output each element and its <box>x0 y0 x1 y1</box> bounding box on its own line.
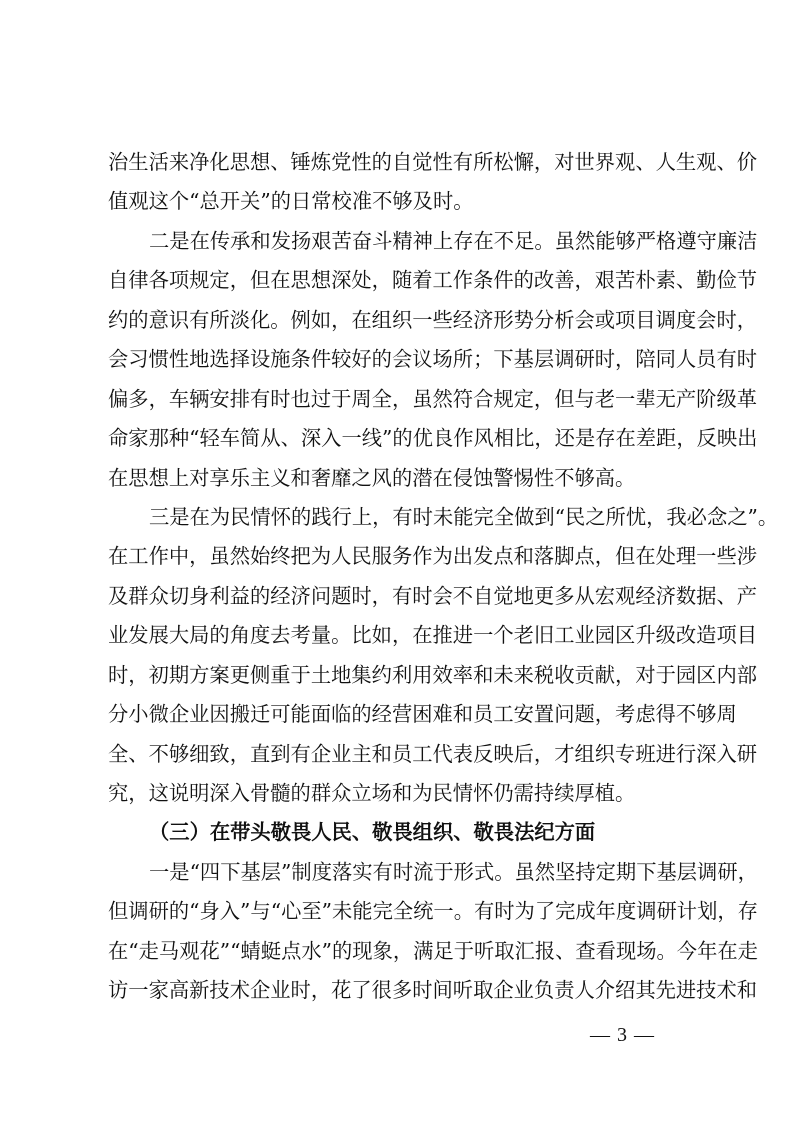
text-line: 自律各项规定，但在思想深处，随着工作条件的改善，艰苦朴素、勤俭节 <box>108 268 758 293</box>
text-line: 会习惯性地选择设施条件较好的会议场所；下基层调研时，陪同人员有时 <box>108 347 758 372</box>
text-line: 时，初期方案更侧重于土地集约利用效率和未来税收贡献，对于园区内部 <box>108 662 758 687</box>
text-line: 治生活来净化思想、锤炼党性的自觉性有所松懈，对世界观、人生观、价 <box>108 150 758 174</box>
text-line: 访一家高新技术企业时，花了很多时间听取企业负责人介绍其先进技术和 <box>108 978 758 1003</box>
page-number: — 3 — <box>590 1024 655 1046</box>
text-line: 三是在为民情怀的践行上，有时未能完全做到“民之所忧，我必念之”。 <box>149 504 779 529</box>
text-line: 业发展大局的角度去考量。比如，在推进一个老旧工业园区升级改造项目 <box>108 623 758 648</box>
text-line: 在“走马观花”“蜻蜓点水”的现象，满足于听取汇报、查看现场。今年在走 <box>108 938 758 963</box>
text-line: 约的意识有所淡化。例如，在组织一些经济形势分析会或项目调度会时， <box>108 307 758 332</box>
text-line: 偏多，车辆安排有时也过于周全，虽然符合规定，但与老一辈无产阶级革 <box>108 386 758 411</box>
paragraph <box>108 222 758 498</box>
paragraph <box>108 143 758 222</box>
text-line: 二是在传承和发扬艰苦奋斗精神上存在不足。虽然能够严格遵守廉洁 <box>149 228 758 253</box>
section-heading <box>108 813 689 852</box>
paragraph <box>108 498 779 814</box>
text-line: 在思想上对享乐主义和奢靡之风的潜在侵蚀警惕性不够高。 <box>108 465 636 490</box>
text-line: （三）在带头敬畏人民、敬畏组织、敬畏法纪方面 <box>149 820 596 845</box>
text-line: 值观这个“总开关”的日常校准不够及时。 <box>108 189 474 214</box>
text-line: 命家那种“轻车简从、深入一线”的优良作风相比，还是存在差距，反映出 <box>108 426 758 451</box>
text-line: 分小微企业因搬迁可能面临的经营困难和员工安置问题，考虑得不够周 <box>108 702 737 727</box>
text-line: 全、不够细致，直到有企业主和员工代表反映后，才组织专班进行深入研 <box>108 741 758 766</box>
text-line: 一是“四下基层”制度落实有时流于形式。虽然坚持定期下基层调研， <box>149 859 758 884</box>
document-body <box>108 143 779 1011</box>
text-line: 究，这说明深入骨髓的群众立场和为民情怀仍需持续厚植。 <box>108 781 636 805</box>
text-line: 及群众切身利益的经济问题时，有时会不自觉地更多从宏观经济数据、产 <box>108 583 758 608</box>
text-line: 在工作中，虽然始终把为人民服务作为出发点和落脚点，但在处理一些涉 <box>108 544 758 569</box>
paragraph <box>108 853 758 1011</box>
text-line: 但调研的“身入”与“心至”未能完全统一。有时为了完成年度调研计划，存 <box>108 899 758 924</box>
